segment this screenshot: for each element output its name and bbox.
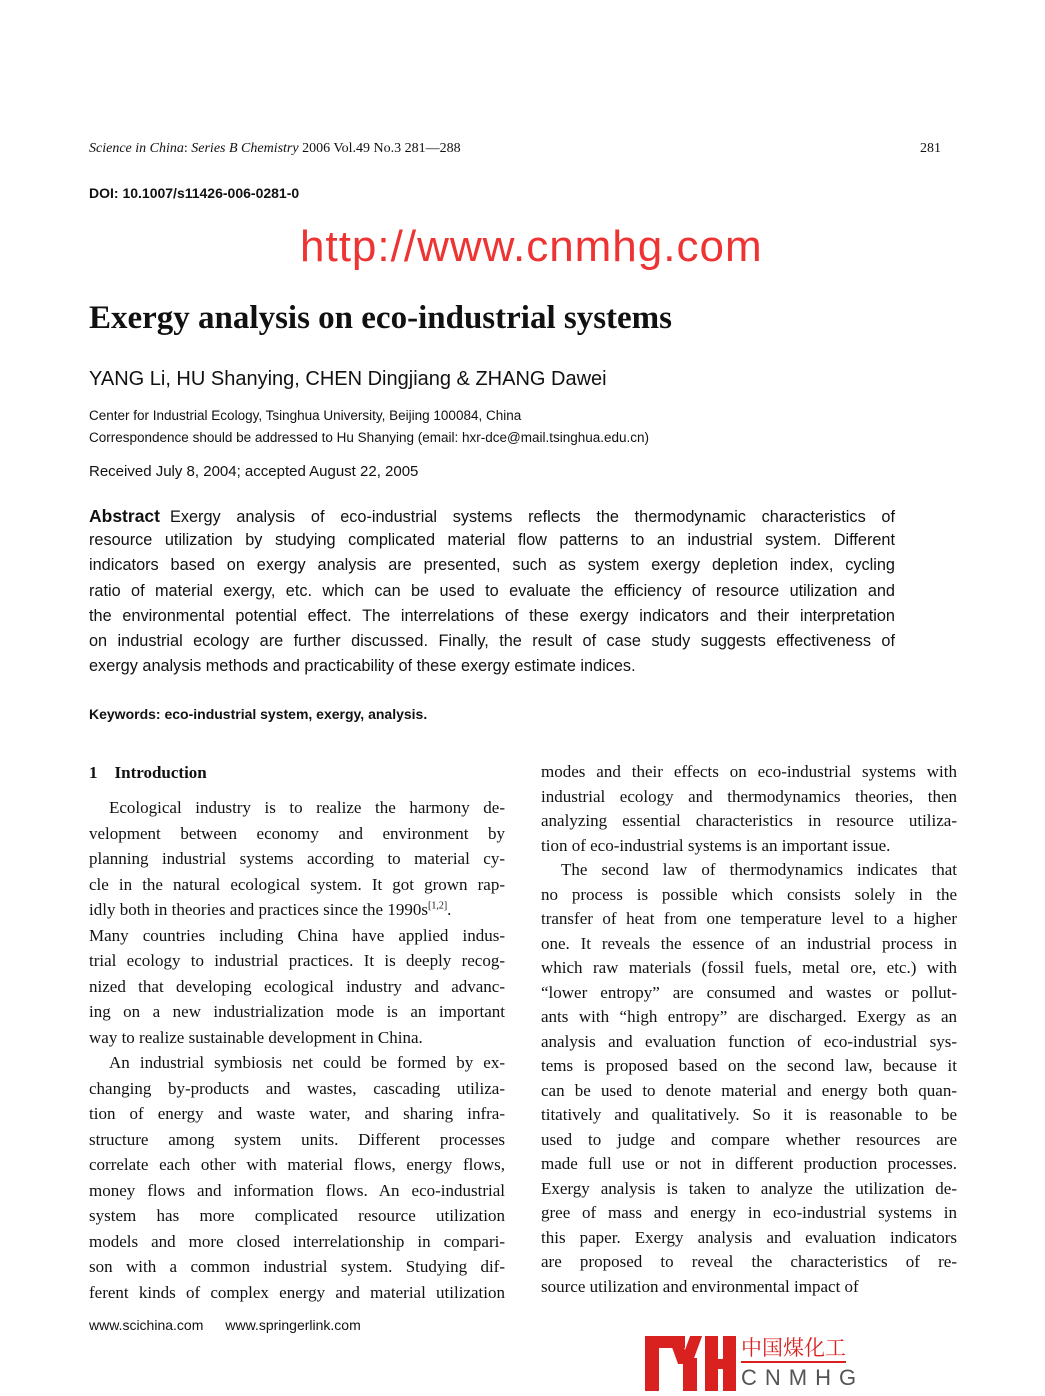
line-text: Many countries including China have applied indus- [89, 925, 505, 945]
body-line [541, 860, 957, 880]
line-text: titatively and qualitatively. So it is reasonable to be [541, 1105, 957, 1124]
body-line [89, 977, 505, 997]
abstract-label: Abstract [89, 506, 160, 526]
body-line [89, 849, 505, 869]
logo-text-cn: 中国煤化工 [741, 1336, 846, 1360]
line-text: analysis and evaluation function of eco-industrial sys- [541, 1031, 957, 1051]
line-text: transfer of heat from one temperature level to a higher [541, 909, 957, 928]
running-header: Science in China: Series B Chemistry 2006 Vol.49 No.3 281—288 [89, 141, 461, 156]
line-text: one. It reveals the essence of an industrial process in [541, 933, 957, 953]
line-text: source utilization and environmental impact of [541, 1276, 859, 1296]
line-text: son with a common industrial system. Studying dif- [89, 1257, 505, 1276]
footer-link-springerlink[interactable]: www.springerlink.com [225, 1317, 361, 1333]
line-text: no process is possible which consists solely in the [541, 884, 957, 904]
body-line [89, 926, 505, 946]
line-text: Exergy analysis of eco-industrial systems reflects the thermodynamic characteristics of [170, 508, 895, 526]
line-text: made full use or not in different production processes. [541, 1154, 957, 1173]
body-line [89, 798, 505, 818]
line-text: The second law of thermodynamics indicates that [561, 860, 957, 879]
line-text: way to realize sustainable development in China. [89, 1027, 423, 1047]
abstract-line [89, 607, 895, 626]
line-text: which raw materials (fossil fuels, metal ore, etc.) with [541, 958, 957, 977]
body-line [89, 1283, 505, 1303]
line-text: idly both in theories and practices since the 1990s [89, 900, 428, 919]
body-line [541, 811, 957, 831]
body-line [541, 787, 957, 807]
body-line [541, 983, 957, 1003]
line-text: Exergy analysis is taken to analyze the utilization de- [541, 1178, 957, 1198]
page-number: 281 [920, 141, 941, 156]
line-text: the environmental potential effect. The interrelations of these exergy indicators and their interpretation [89, 606, 895, 625]
body-line [89, 1130, 505, 1150]
body-line [89, 1028, 505, 1048]
body-line [541, 1277, 957, 1297]
section-heading: 1 Introduction [89, 763, 207, 782]
body-line [541, 762, 957, 782]
body-line [541, 909, 957, 929]
body-line [89, 1155, 505, 1175]
body-line [541, 836, 957, 856]
abstract-line [89, 531, 895, 550]
journal-name: Science in China [89, 141, 184, 156]
line-text: cle in the natural ecological system. It got grown rap- [89, 874, 505, 894]
line-text: changing by-products and wastes, cascading utiliza- [89, 1078, 505, 1098]
line-text: modes and their effects on eco-industrial systems with [541, 762, 957, 781]
journal-volume: 2006 Vol.49 No.3 281—288 [302, 141, 461, 156]
line-text: indicators based on exergy analysis are presented, such as system exergy depletion index, cycling [89, 556, 895, 575]
line-text: correlate each other with material flows, energy flows, [89, 1155, 505, 1174]
body-line [541, 1252, 957, 1272]
body-line [89, 951, 505, 971]
citation[interactable]: [1,2] [427, 900, 448, 912]
abstract-line [89, 657, 895, 676]
body-line [541, 1228, 957, 1248]
line-text: Ecological industry is to realize the harmony de- [109, 798, 505, 817]
line-text: gree of mass and energy in eco-industrial systems in [541, 1203, 957, 1222]
line-text: ing on a new industrialization mode is an important [89, 1002, 505, 1021]
journal-series: Series B Chemistry [191, 141, 299, 156]
line-text: “lower entropy” are consumed and wastes or pollut- [541, 982, 957, 1002]
body-line [89, 1257, 505, 1277]
line-text: An industrial symbiosis net could be formed by ex- [109, 1053, 505, 1072]
cnmhg-logo [645, 1332, 865, 1394]
body-line [89, 1053, 505, 1073]
line-text: ratio of material exergy, etc. which can be used to evaluate the efficiency of resource utilization and [89, 581, 895, 600]
footer-link-scichina[interactable]: www.scichina.com [89, 1317, 204, 1333]
line-text: ferent kinds of complex energy and material utilization [89, 1282, 505, 1302]
abstract-line [89, 582, 895, 601]
line-text: tion of eco-industrial systems is an important issue. [541, 835, 891, 855]
authors: YANG Li, HU Shanying, CHEN Dingjiang & ZHANG Dawei [89, 368, 607, 390]
body-line [89, 1206, 505, 1226]
paper-title: Exergy analysis on eco-industrial systems [89, 300, 673, 336]
received-dates: Received July 8, 2004; accepted August 22, 2005 [89, 463, 419, 480]
line-text: nized that developing ecological industry and advanc- [89, 976, 505, 996]
line-text: are proposed to reveal the characteristics of re- [541, 1252, 957, 1271]
body-line [541, 885, 957, 905]
line-text: money flows and information flows. An eco-industrial [89, 1180, 505, 1200]
abstract-line [89, 632, 895, 651]
body-line [89, 1002, 505, 1022]
line-text: industrial ecology and thermodynamics theories, then [541, 786, 957, 806]
body-line [541, 1130, 957, 1150]
line-text: this paper. Exergy analysis and evaluation indicators [541, 1227, 957, 1247]
line-text: can be used to denote material and energy both quan- [541, 1080, 957, 1100]
line-text: planning industrial systems according to material cy- [89, 849, 505, 868]
body-line [89, 1232, 505, 1252]
body-line [541, 934, 957, 954]
abstract-line [89, 506, 895, 527]
correspondence: Correspondence should be addressed to Hu Shanying (email: hxr-dce@mail.tsinghua.edu.cn) [89, 430, 650, 445]
body-line [541, 1154, 957, 1174]
body-line [541, 958, 957, 978]
body-line [89, 875, 505, 895]
watermark-url: http://www.cnmhg.com [300, 222, 763, 271]
body-line [541, 1105, 957, 1125]
line-text: tion of energy and waste water, and sharing infra- [89, 1104, 505, 1123]
line-text: trial ecology to industrial practices. It is deeply recog- [89, 951, 505, 970]
body-line [89, 1079, 505, 1099]
line-text: exergy analysis methods and practicability of these exergy estimate indices. [89, 657, 636, 676]
body-line [541, 1056, 957, 1076]
line-text: on industrial ecology are further discussed. Finally, the result of case study suggests effectiveness of [89, 632, 895, 650]
body-line: idly both in theories and practices since the 1990s[1,2]. [89, 900, 452, 919]
body-line [89, 1104, 505, 1124]
line-text: structure among system units. Different processes [89, 1129, 505, 1149]
line-text: velopment between economy and environment by [89, 823, 505, 843]
body-line [541, 1032, 957, 1052]
affiliation: Center for Industrial Ecology, Tsinghua University, Beijing 100084, China [89, 408, 522, 423]
abstract-line [89, 556, 895, 575]
line-text: ants with “high entropy” are discharged. Exergy as an [541, 1007, 957, 1026]
doi: DOI: 10.1007/s11426-006-0281-0 [89, 185, 300, 201]
footer [89, 1317, 383, 1333]
line-text: system has more complicated resource utilization [89, 1206, 505, 1225]
line-text: models and more closed interrelationship in compari- [89, 1231, 505, 1251]
line-text: analyzing essential characteristics in resource utiliza- [541, 811, 957, 830]
body-line [541, 1203, 957, 1223]
body-line [541, 1007, 957, 1027]
line-text: resource utilization by studying complicated material flow patterns to an industrial system. Different [89, 531, 895, 550]
body-line [541, 1081, 957, 1101]
line-text: tems is proposed based on the second law, because it [541, 1056, 957, 1075]
body-line [89, 1181, 505, 1201]
body-line [89, 824, 505, 844]
body-line [541, 1179, 957, 1199]
keywords: Keywords: eco-industrial system, exergy, analysis. [89, 706, 428, 722]
logo-text-en: CNMHG [741, 1365, 865, 1390]
line-text: used to judge and compare whether resources are [541, 1129, 957, 1149]
